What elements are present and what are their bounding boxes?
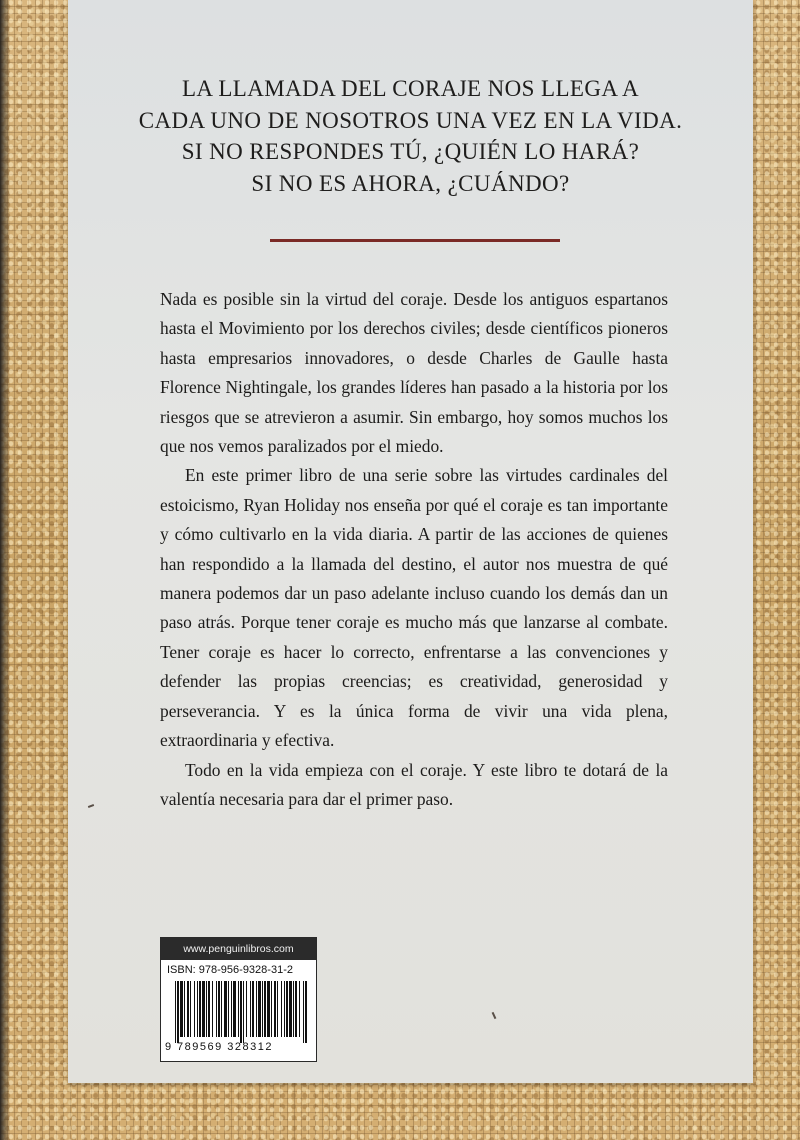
barcode-bar [256, 981, 257, 1037]
barcode-first-digit: 9 [165, 1041, 172, 1053]
back-cover-text-panel [68, 0, 753, 1083]
barcode-bar [231, 981, 232, 1037]
barcode-bar [197, 981, 198, 1037]
cover-shadow-edge [0, 0, 10, 1140]
synopsis-paragraph: En este primer libro de una serie sobre las virtudes cardinales del estoicismo, Ryan Holiday nos enseña por qué el coraje es tan importante y cómo cultivarlo en la vida diaria. A partir de las acciones de quienes han respondido a la llamada del destino, el autor nos muestra de qué manera podemos dar un paso adelante incluso cuando los demás dan un paso atrás. Porque tener coraje es mucho más que lanzarse al combate. Tener coraje es hacer lo correcto, enfrentarse a las convenciones y defender las propias creencias; es creatividad, generosidad y perseverancia. Y es la única forma de vivir una vida plena, extraordinaria y efectiva. [160, 465, 668, 751]
barcode-bar [295, 981, 297, 1037]
barcode-bar [224, 981, 227, 1037]
barcode-bar [206, 981, 207, 1037]
tagline-line: LA LLAMADA DEL CORAJE NOS LLEGA A [181, 76, 640, 101]
synopsis [160, 285, 668, 814]
barcode-bar [177, 981, 179, 1043]
barcode-bar [246, 981, 247, 1037]
barcode-bar [289, 981, 292, 1037]
tagline [68, 73, 753, 199]
divider-rule [270, 239, 560, 242]
barcode-bar [202, 981, 205, 1037]
tagline-line: SI NO RESPONDES TÚ, ¿QUIÉN LO HARÁ? [181, 139, 640, 164]
barcode-bar [199, 981, 201, 1037]
barcode-bar [233, 981, 236, 1037]
barcode-bar [190, 981, 191, 1037]
barcode-bar [180, 981, 183, 1037]
barcode-bar [252, 981, 254, 1037]
barcode-bar [194, 981, 195, 1037]
barcode-bar [238, 981, 239, 1037]
barcode-bar [221, 981, 222, 1037]
barcode-bar [175, 981, 176, 1043]
tagline-line: SI NO ES AHORA, ¿CUÁNDO? [251, 170, 570, 196]
tagline-line: CADA UNO DE NOSOTROS UNA VEZ EN LA VIDA. [138, 107, 683, 133]
barcode-bar [286, 981, 288, 1037]
synopsis-paragraph: Nada es posible sin la virtud del coraje. Desde los antiguos espartanos hasta el Movimiento por los derechos civiles; desde científicos pioneros hasta empresarios innovadores, o desde Charles de Gaulle hasta Florence Nightingale, los grandes líderes han pasado a la historia por los riesgos que se atrevieron a asumir. Sin embargo, hoy somos muchos los que nos vemos paralizados por el miedo. [160, 289, 668, 457]
barcode-icon [175, 981, 307, 1043]
barcode-bar [218, 981, 220, 1037]
barcode-bar [184, 981, 185, 1037]
barcode-bar [264, 981, 266, 1037]
barcode-bar [212, 981, 213, 1037]
barcode-digits [161, 1041, 316, 1057]
barcode-bar [274, 981, 276, 1037]
barcode-bar [250, 981, 251, 1037]
print-speck [88, 804, 94, 808]
barcode-bar [284, 981, 285, 1037]
synopsis-paragraph: Todo en la vida empieza con el coraje. Y este libro te dotará de la valentía necesaria para dar el primer paso. [160, 759, 668, 809]
barcode-bar [187, 981, 189, 1037]
barcode-bar [293, 981, 294, 1037]
barcode-bar [305, 981, 307, 1043]
barcode-bar [303, 981, 304, 1043]
barcode-bar [299, 981, 300, 1037]
barcode-bar [258, 981, 261, 1037]
barcode-bar [267, 981, 270, 1037]
barcode-digit-groups: 789569 328312 [177, 1041, 273, 1053]
barcode-bar [281, 981, 282, 1037]
barcode-bar [228, 981, 229, 1037]
barcode-bar [216, 981, 217, 1037]
barcode-bar [277, 981, 278, 1037]
barcode-bar [262, 981, 263, 1037]
barcode-bar [243, 981, 244, 1043]
barcode-bar [271, 981, 272, 1037]
isbn-label: ISBN: 978-956-9328-31-2 [167, 964, 293, 976]
print-speck [492, 1012, 497, 1019]
publisher-url: www.penguinlibros.com [161, 938, 316, 960]
barcode-bar [240, 981, 242, 1043]
isbn-barcode-block [160, 937, 317, 1062]
barcode-bar [208, 981, 210, 1037]
